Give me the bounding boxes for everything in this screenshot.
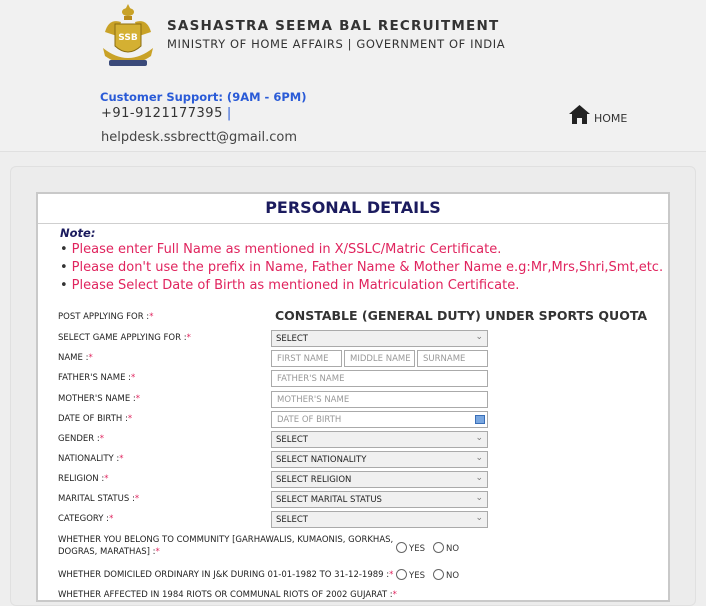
- site-header: [0, 0, 706, 152]
- nationality-select[interactable]: SELECT NATIONALITY ⌄: [271, 451, 488, 468]
- game-select[interactable]: SELECT ⌄: [271, 330, 488, 347]
- org-title: SASHASTRA SEEMA BAL RECRUITMENT: [167, 18, 500, 34]
- org-subtitle: MINISTRY OF HOME AFFAIRS | GOVERNMENT OF INDIA: [167, 37, 506, 51]
- gender-label: GENDER :*: [58, 434, 104, 444]
- chevron-down-icon: ⌄: [475, 513, 483, 523]
- note-item: • Please don't use the prefix in Name, Father Name & Mother Name e.g:Mr,Mrs,Shri,Smt,etc.: [60, 260, 664, 275]
- game-label: SELECT GAME APPLYING FOR :*: [58, 333, 191, 343]
- nationality-label: NATIONALITY :*: [58, 454, 124, 464]
- home-label: HOME: [594, 112, 628, 125]
- community-label-line2: DOGRAS, MARATHAS] :*: [58, 547, 160, 557]
- father-name-input[interactable]: FATHER'S NAME: [271, 370, 488, 387]
- note-item: • Please Select Date of Birth as mentioned in Matriculation Certificate.: [60, 278, 520, 293]
- religion-label: RELIGION :*: [58, 474, 109, 484]
- chevron-down-icon: ⌄: [475, 433, 483, 443]
- support-separator: |: [226, 106, 232, 121]
- note-label: Note:: [60, 226, 96, 240]
- post-value: CONSTABLE (GENERAL DUTY) UNDER SPORTS QUOTA: [275, 308, 648, 323]
- home-link[interactable]: [568, 104, 627, 125]
- dob-label: DATE OF BIRTH :*: [58, 414, 133, 424]
- yes-label: YES: [409, 544, 425, 554]
- mother-name-label: MOTHER'S NAME :*: [58, 394, 141, 404]
- middle-name-input[interactable]: MIDDLE NAME: [344, 350, 415, 367]
- marital-status-select[interactable]: SELECT MARITAL STATUS ⌄: [271, 491, 488, 508]
- chevron-down-icon: ⌄: [475, 453, 483, 463]
- no-label: NO: [445, 544, 460, 554]
- dob-input[interactable]: DATE OF BIRTH: [271, 411, 488, 428]
- form-title: PERSONAL DETAILS: [265, 198, 441, 217]
- religion-select[interactable]: SELECT RELIGION ⌄: [271, 471, 488, 488]
- marital-status-label: MARITAL STATUS :*: [58, 494, 140, 504]
- community-yes-radio[interactable]: [396, 542, 407, 553]
- category-select[interactable]: SELECT ⌄: [271, 511, 488, 528]
- chevron-down-icon: ⌄: [475, 332, 483, 342]
- chevron-down-icon: ⌄: [475, 493, 483, 503]
- support-phone-number: +91-9121177395: [101, 106, 223, 121]
- no-label: NO: [445, 571, 460, 581]
- yes-label: YES: [409, 571, 425, 581]
- community-radio-group: [396, 541, 465, 554]
- community-label-line1: WHETHER YOU BELONG TO COMMUNITY [GARHAWALIS, KUMAONIS, GORKHAS,: [58, 535, 394, 545]
- category-label: CATEGORY :*: [58, 514, 114, 524]
- post-label: POST APPLYING FOR :*: [58, 312, 154, 322]
- title-divider: [38, 223, 668, 224]
- community-no-radio[interactable]: [433, 542, 444, 553]
- home-icon: [568, 104, 591, 125]
- gender-select[interactable]: SELECT ⌄: [271, 431, 488, 448]
- domiciled-radio-group: [396, 568, 465, 581]
- father-name-label: FATHER'S NAME :*: [58, 373, 136, 383]
- personal-details-form: [36, 192, 670, 602]
- customer-support-label: Customer Support: (9AM - 6PM): [100, 90, 307, 104]
- domiciled-label: WHETHER DOMICILED ORDINARY IN J&K DURING 01-01-1982 TO 31-12-1989 :*: [58, 570, 394, 580]
- ssb-emblem-logo: [97, 2, 159, 70]
- calendar-icon[interactable]: [475, 415, 485, 424]
- domiciled-yes-radio[interactable]: [396, 569, 407, 580]
- support-phone: [101, 106, 232, 121]
- first-name-input[interactable]: FIRST NAME: [271, 350, 342, 367]
- surname-input[interactable]: SURNAME: [417, 350, 488, 367]
- riots-label: WHETHER AFFECTED IN 1984 RIOTS OR COMMUNAL RIOTS OF 2002 GUJARAT :*: [58, 590, 397, 600]
- logo-text: SSB: [118, 33, 138, 43]
- name-label: NAME :*: [58, 353, 93, 363]
- domiciled-no-radio[interactable]: [433, 569, 444, 580]
- support-email: helpdesk.ssbrectt@gmail.com: [101, 130, 297, 145]
- mother-name-input[interactable]: MOTHER'S NAME: [271, 391, 488, 408]
- note-item: • Please enter Full Name as mentioned in X/SSLC/Matric Certificate.: [60, 242, 502, 257]
- chevron-down-icon: ⌄: [475, 473, 483, 483]
